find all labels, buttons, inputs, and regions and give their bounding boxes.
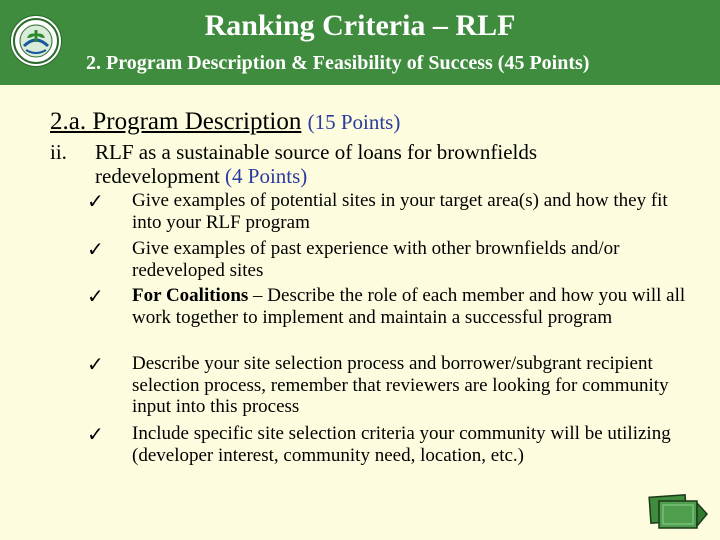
bullet-item xyxy=(132,353,692,418)
next-slide-icon[interactable] xyxy=(647,493,709,531)
bullet-item xyxy=(132,238,692,281)
section-heading-text: 2.a. Program Description xyxy=(50,108,302,135)
bullet-text: Give examples of past experience with other brownfields and/or redeveloped sites xyxy=(132,238,620,281)
slide-subtitle: 2. Program Description & Feasibility of Success (45 Points) xyxy=(86,52,590,74)
item-text: RLF as a sustainable source of loans for brownfields redevelopment xyxy=(95,140,538,188)
checkmark-icon: ✓ xyxy=(87,286,104,308)
bullet-text: – Describe the role of each member and how you will all work together to implement and maintain a successful program xyxy=(132,285,686,328)
checkmark-icon: ✓ xyxy=(87,424,104,446)
bullet-item xyxy=(132,285,692,328)
item-text-block xyxy=(95,140,655,188)
section-heading-points: (15 Points) xyxy=(307,110,401,134)
bullet-text: Include specific site selection criteria your community will be utilizing (developer interest, community need, location, etc.) xyxy=(132,423,671,466)
bullet-text: Describe your site selection process and borrower/subgrant recipient selection process, remember that reviewers are looking for community input into this process xyxy=(132,353,669,417)
item-marker: ii. xyxy=(50,140,67,164)
bullet-bold-lead: For Coalitions xyxy=(132,285,249,306)
bullet-item xyxy=(132,190,692,233)
section-heading xyxy=(50,107,400,137)
checkmark-icon: ✓ xyxy=(87,354,104,376)
bullet-item xyxy=(132,423,692,466)
bullet-text: Give examples of potential sites in your target area(s) and how they fit into your RLF program xyxy=(132,190,668,233)
slide-title: Ranking Criteria – RLF xyxy=(204,9,516,42)
header-bar xyxy=(0,0,720,85)
checkmark-icon: ✓ xyxy=(87,239,104,261)
item-points: (4 Points) xyxy=(225,164,308,188)
checkmark-icon: ✓ xyxy=(87,191,104,213)
